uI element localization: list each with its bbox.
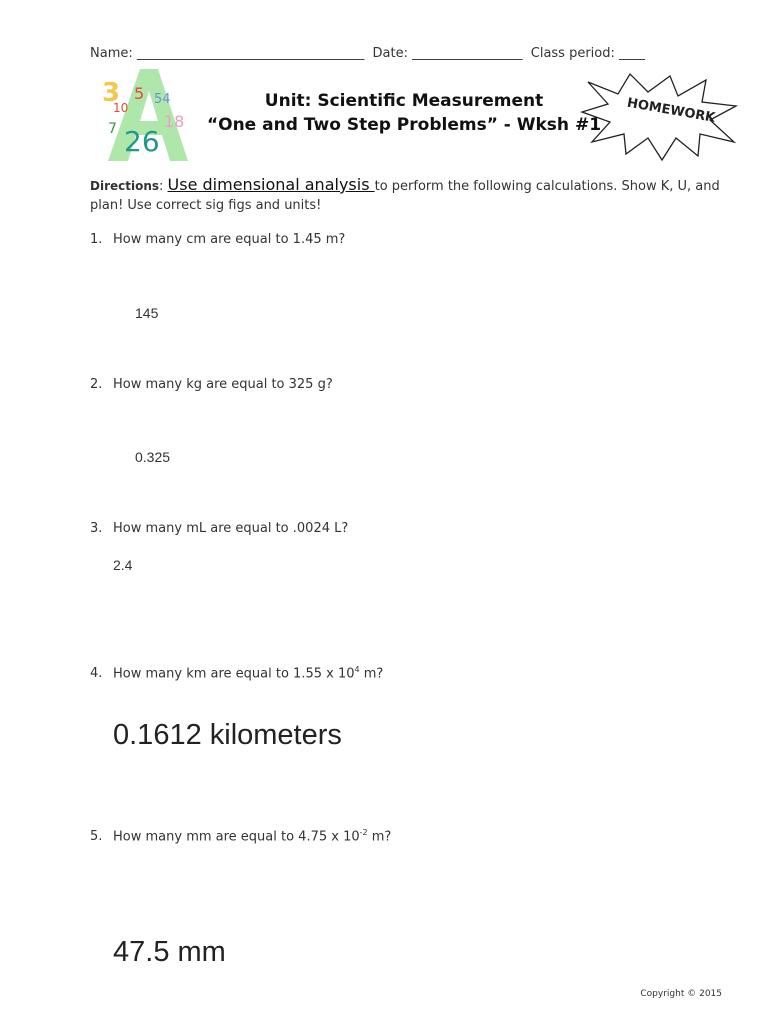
- copyright-notice: Copyright © 2015: [640, 989, 722, 999]
- worksheet-unit-title: Unit: Scientific Measurement: [264, 91, 544, 111]
- question-text: How many km are equal to 1.55 x 10: [113, 666, 355, 682]
- question-4: [90, 665, 383, 681]
- logo-number: 7: [108, 121, 117, 137]
- question-2: [90, 377, 333, 392]
- exponent: 4: [354, 665, 360, 674]
- question-5: [90, 828, 391, 844]
- worksheet-subtitle: “One and Two Step Problems” - Wksh #1: [206, 115, 602, 135]
- question-text: How many kg are equal to 325 g?: [113, 377, 333, 392]
- directions-emphasis: Use dimensional analysis: [167, 175, 375, 194]
- class-period-field-label[interactable]: Class period: ____: [530, 46, 646, 61]
- question-3: [90, 521, 348, 536]
- logo-number: 54: [154, 92, 171, 107]
- question-1: [90, 232, 345, 247]
- answer-5[interactable]: 47.5 mm: [113, 936, 226, 968]
- directions-paragraph: [90, 175, 730, 215]
- question-number: 3.: [90, 521, 103, 536]
- logo-number: 18: [164, 112, 185, 131]
- question-number: 5.: [90, 829, 103, 845]
- question-text-end: m?: [367, 829, 392, 845]
- logo-number: 5: [134, 84, 145, 103]
- exponent: -2: [359, 828, 368, 837]
- question-text: How many mm are equal to 4.75 x 10: [113, 829, 360, 845]
- stamp-text: HOMEWORK: [625, 95, 717, 126]
- question-number: 2.: [90, 377, 103, 392]
- logo-number: 26: [124, 125, 160, 158]
- answer-3[interactable]: 2.4: [113, 557, 133, 573]
- question-number: 4.: [90, 666, 103, 682]
- question-text-end: m?: [359, 666, 384, 682]
- answer-4[interactable]: 0.1612 kilometers: [113, 719, 342, 751]
- question-number: 1.: [90, 232, 103, 247]
- logo-number: 3: [102, 78, 121, 108]
- answer-2[interactable]: 0.325: [135, 449, 171, 465]
- directions-text: to perform the following calculations. Show K, U, and plan! Use correct sig figs and units!: [90, 179, 720, 213]
- question-text: How many mL are equal to .0024 L?: [113, 521, 349, 536]
- header-fields: [90, 46, 724, 61]
- directions-colon: :: [159, 179, 168, 194]
- name-field-label[interactable]: Name: ___________________________________: [90, 46, 365, 61]
- answer-1[interactable]: 145: [135, 305, 159, 321]
- directions-label: Directions: [90, 179, 160, 193]
- date-field-label[interactable]: Date: _________________: [372, 46, 523, 61]
- question-text: How many cm are equal to 1.45 m?: [113, 232, 346, 247]
- logo-number: 10: [113, 101, 129, 115]
